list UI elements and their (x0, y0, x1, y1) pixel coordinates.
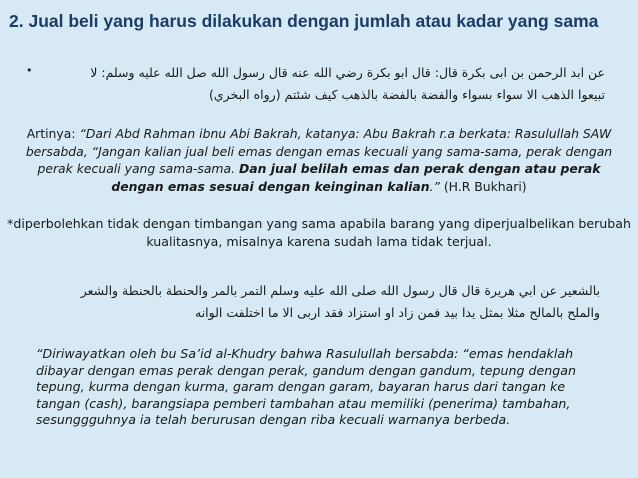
arabic-hadith-1 (65, 62, 605, 106)
hadith-translation (20, 125, 618, 195)
translation-source: (H.R Bukhari) (439, 178, 527, 194)
arabic-hadith-2-line-1: بالشعير عن ابي هريرة قال قال رسول الله صلى الله عليه وسلم التمر بالمر والحنطة بالحنطة والشعر (80, 283, 600, 298)
slide-title: 2. Jual beli yang harus dilakukan dengan jumlah atau kadar yang sama (9, 11, 599, 31)
arabic-hadith-2-line-2: والملح بالمالح مثلا بمثل يدا بيد فمن زاد او استزاد فقد اربى الا ما اختلفت الوانه (195, 305, 600, 320)
arabic-hadith-1-line-2: تبيعوا الذهب الا سواء بسواء والفضة بالفضة بالذهب كيف شئتم (رواه البخري) (208, 87, 605, 102)
translation-italic-end: .” (429, 178, 440, 194)
arabic-hadith-2 (40, 280, 600, 324)
translation-bold-text: Dan jual belilah emas dan perak dengan atau perak dengan emas sesuai dengan keinginan kalian (111, 161, 601, 194)
khudry-quote: “Diriwayatkan oleh bu Sa’id al-Khudry bahwa Rasulullah bersabda: “emas hendaklah dibayar dengan emas perak dengan perak, gandum dengan gandum, tepung dengan tepung, kurma dengan kurma, garam dengan garam, bayaran harus dari tangan ke tangan (cash), barangsiapa pemberi tambahan atau memiliki (penerima) tambahan, sesunggguhnya ia telah berurusan dengan riba kecuali warnanya berbeda. (36, 346, 576, 427)
bullet-marker: • (26, 64, 33, 77)
arabic-hadith-1-line-1: عن ابد الرحمن بن ابى بكرة قال: قال ابو بكرة رضي الله عنه قال رسول الله صل الله عليه وسلم: لا (90, 65, 605, 80)
translation-label: Artinya: (26, 126, 80, 141)
note-text: *diperbolehkan tidak dengan timbangan yang sama apabila barang yang diperjualbelikan berubah kualitasnya, misalnya karena sudah lama tidak terjual. (7, 216, 631, 249)
translation-italic-text: “Dari Abd Rahman ibnu Abi Bakrah, katanya: Abu Bakrah r.a berkata: Rasulullah SAW bersabda, “Jangan kalian jual beli emas dengan emas kecuali yang sama-sama, perak dengan perak kecuali yang sama-sama. (25, 126, 613, 176)
